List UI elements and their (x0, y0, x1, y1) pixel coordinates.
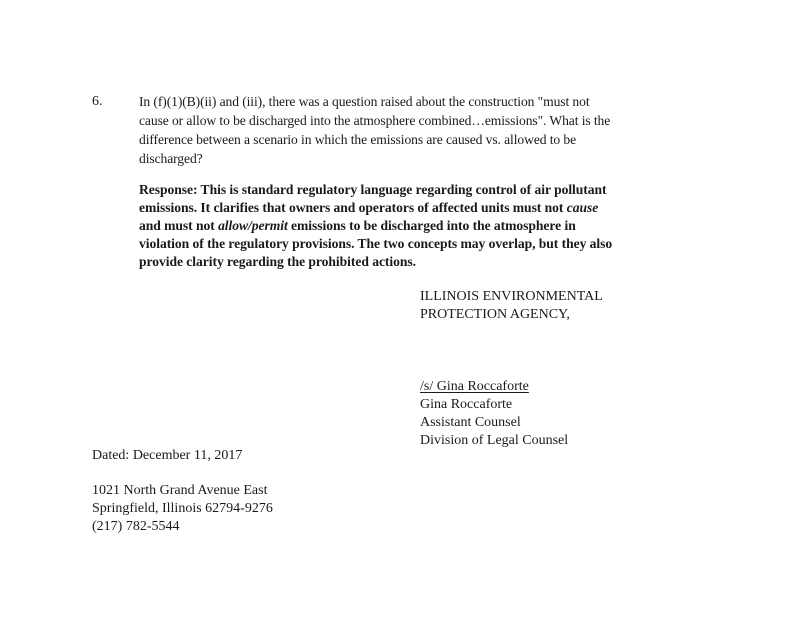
address-street: 1021 North Grand Avenue East (92, 483, 268, 498)
response-emphasis: allow/permit (218, 218, 288, 233)
electronic-signature: /s/ Gina Roccaforte (420, 379, 529, 394)
signature-signed-line (420, 378, 568, 396)
address-city: Springfield, Illinois 62794-9276 (92, 501, 273, 516)
response-line: provide clarity regarding the prohibited actions. (139, 254, 416, 269)
agency-line: PROTECTION AGENCY, (420, 307, 570, 322)
question-line: discharged? (139, 151, 203, 166)
response-line (139, 217, 719, 235)
question-line: difference between a scenario in which the emissions are caused vs. allowed to be (139, 132, 577, 147)
response-line (139, 199, 719, 217)
signer-name: Gina Roccaforte (420, 397, 513, 412)
response-line: violation of the regulatory provisions. The two concepts may overlap, but they also (139, 236, 613, 251)
question-line: In (f)(1)(B)(ii) and (iii), there was a question raised about the construction "must not (139, 94, 590, 109)
response-text: emissions. It clarifies that owners and operators of affected units must not (139, 200, 567, 215)
response-line: Response: This is standard regulatory language regarding control of air pollutant (139, 182, 607, 197)
question-number: 6. (92, 94, 103, 109)
signature-block (420, 378, 568, 450)
question-line: cause or allow to be discharged into the atmosphere combined…emissions". What is the (139, 113, 611, 128)
response-text: and must not (139, 218, 219, 233)
date-line: Dated: December 11, 2017 (92, 448, 243, 463)
agency-line: ILLINOIS ENVIRONMENTAL (420, 289, 603, 304)
signer-title: Assistant Counsel (420, 415, 521, 430)
question-text (139, 92, 699, 168)
agency-name (420, 288, 603, 324)
response-paragraph (139, 181, 719, 271)
response-text: emissions to be discharged into the atmosphere in (287, 218, 576, 233)
response-emphasis: cause (566, 200, 599, 215)
signer-division: Division of Legal Counsel (420, 433, 569, 448)
address-block (92, 482, 273, 536)
address-phone: (217) 782-5544 (92, 519, 180, 534)
